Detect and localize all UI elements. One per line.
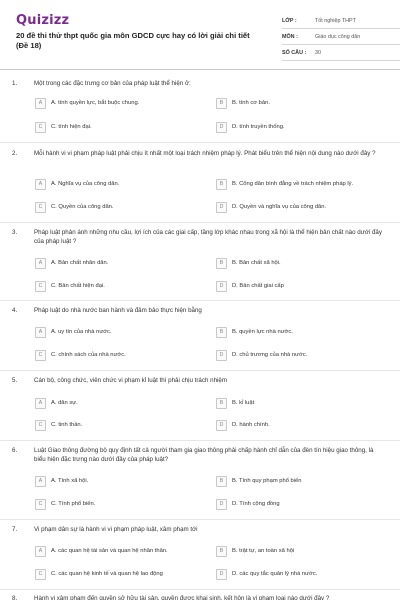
question-number: 3. <box>12 229 18 236</box>
option-letter-box: A <box>35 179 46 190</box>
option-letter-box: D <box>216 122 227 133</box>
option-a[interactable] <box>35 326 112 338</box>
option-text: A. Nghĩa vụ của công dân. <box>51 181 120 187</box>
option-text: C. chính sách của nhà nước. <box>51 352 126 358</box>
question-number: 2. <box>12 150 18 157</box>
option-letter-box: C <box>35 202 46 213</box>
option-letter-box: B <box>216 398 227 409</box>
option-d[interactable] <box>216 498 280 510</box>
option-a[interactable] <box>35 475 88 487</box>
question-divider <box>0 370 400 371</box>
option-text: B. Công dân bình đẳng về trách nhiệm pháp lý. <box>232 181 354 187</box>
meta-row-grade <box>282 13 400 29</box>
option-b[interactable] <box>216 326 293 338</box>
option-d[interactable] <box>216 280 284 292</box>
option-letter-box: A <box>35 476 46 487</box>
option-letter-box: B <box>216 258 227 269</box>
question-number: 8. <box>12 595 18 600</box>
question-number: 6. <box>12 447 18 454</box>
option-c[interactable] <box>35 419 82 431</box>
option-letter-box: C <box>35 281 46 292</box>
option-b[interactable] <box>216 397 254 409</box>
option-text: D. các quy tắc quản lý nhà nước. <box>232 571 318 577</box>
option-letter-box: D <box>216 350 227 361</box>
option-text: C. Quyền của công dân. <box>51 204 114 210</box>
option-text: A. dân sự. <box>51 400 78 406</box>
option-text: D. chủ trương của nhà nước. <box>232 352 308 358</box>
question-number: 4. <box>12 307 18 314</box>
question-divider <box>0 142 400 143</box>
meta-label: SỐ CÂU : <box>282 49 307 56</box>
option-c[interactable] <box>35 349 126 361</box>
meta-value: 30 <box>315 49 321 56</box>
question-text: Pháp luật phản ánh những nhu cầu, lợi ích của các giai cấp, tầng lớp khác nhau trong xã hội là thể hiện bản chất nào dưới đây của pháp luật ? <box>34 229 382 245</box>
option-text: A. các quan hệ tài sản và quan hệ nhân thân. <box>51 548 168 554</box>
option-letter-box: D <box>216 420 227 431</box>
quizizz-logo: Quizizz <box>16 13 70 28</box>
option-letter-box: B <box>216 98 227 109</box>
option-a[interactable] <box>35 545 168 557</box>
option-b[interactable] <box>216 257 281 269</box>
header-divider <box>0 69 400 70</box>
question-text: Cán bộ, công chức, viên chức vi phạm kỉ luật thì phải chịu trách nhiệm <box>34 377 227 384</box>
option-a[interactable] <box>35 257 108 269</box>
question-text: Pháp luật do nhà nước ban hành và đảm bảo thực hiện bằng <box>34 307 202 314</box>
option-text: C. Tính phổ biến. <box>51 501 96 507</box>
option-c[interactable] <box>35 201 114 213</box>
option-text: D. tính truyền thống. <box>232 124 285 130</box>
option-text: C. các quan hệ kinh tế và quan hệ lao động <box>51 571 163 577</box>
option-text: C. tính hiện đại. <box>51 124 92 130</box>
option-text: B. kỉ luật <box>232 400 255 406</box>
question-divider <box>0 222 400 223</box>
meta-row-subject <box>282 29 400 45</box>
question-number: 7. <box>12 526 18 533</box>
worksheet-header <box>16 13 386 63</box>
option-letter-box: C <box>35 420 46 431</box>
option-text: D. Tính cộng đồng <box>232 501 280 507</box>
option-b[interactable] <box>216 475 302 487</box>
option-c[interactable] <box>35 498 95 510</box>
option-letter-box: A <box>35 546 46 557</box>
question-divider <box>0 519 400 520</box>
option-letter-box: D <box>216 499 227 510</box>
option-c[interactable] <box>35 121 92 133</box>
meta-row-question-count <box>282 45 400 61</box>
option-letter-box: D <box>216 281 227 292</box>
option-text: C. Bản chất hiện đại. <box>51 283 105 289</box>
meta-label: MÔN : <box>282 33 298 40</box>
option-b[interactable] <box>216 178 353 190</box>
question-divider <box>0 589 400 590</box>
option-a[interactable] <box>35 178 119 190</box>
question-text: Luật Giao thông đường bộ quy định tất cả người tham gia giao thông phải chấp hành chỉ dẫn của đèn tín hiệu giao thông, là biểu hiện đặc trưng nào dưới đây của pháp luật? <box>34 447 374 463</box>
option-text: D. Quyền và nghĩa vụ của công dân. <box>232 204 327 210</box>
option-text: B. Bản chất xã hội. <box>232 260 281 266</box>
option-text: D. Bản chất giai cấp <box>232 283 284 289</box>
option-letter-box: B <box>216 327 227 338</box>
option-text: A. uy tín của nhà nước. <box>51 329 112 335</box>
option-letter-box: B <box>216 546 227 557</box>
option-letter-box: A <box>35 398 46 409</box>
option-letter-box: C <box>35 499 46 510</box>
option-text: A. tính quyền lực, bắt buộc chung. <box>51 100 140 106</box>
question-text: Hành vi xâm phạm đến quyền sở hữu tài sản, quyền được khai sinh, kết hôn là vi phạm loại nào dưới đây ? <box>34 595 330 600</box>
option-a[interactable] <box>35 397 78 409</box>
option-text: B. Tính quy phạm phổ biến <box>232 478 302 484</box>
question-number: 1. <box>12 80 18 87</box>
option-text: A. Bản chất nhân dân. <box>51 260 109 266</box>
option-a[interactable] <box>35 97 139 109</box>
option-text: B. quyền lực nhà nước. <box>232 329 293 335</box>
option-text: C. tinh thần. <box>51 422 83 428</box>
option-letter-box: C <box>35 122 46 133</box>
question-number: 5. <box>12 377 18 384</box>
option-text: B. tính cơ bản. <box>232 100 270 106</box>
option-letter-box: B <box>216 476 227 487</box>
option-d[interactable] <box>216 201 326 213</box>
option-letter-box: D <box>216 569 227 580</box>
meta-value: Giáo dục công dân <box>315 33 361 40</box>
option-d[interactable] <box>216 419 270 431</box>
option-letter-box: D <box>216 202 227 213</box>
option-b[interactable] <box>216 97 270 109</box>
option-d[interactable] <box>216 568 317 580</box>
option-d[interactable] <box>216 121 285 133</box>
worksheet-title: 20 đề thi thử thpt quốc gia môn GDCD cực hay có lời giải chi tiết (Đề 18) <box>16 31 250 50</box>
question-text: Vi phạm dân sự là hành vi vi phạm pháp luật, xâm phạm tới <box>34 526 198 533</box>
worksheet-meta <box>282 13 400 61</box>
option-text: D. hành chính. <box>232 422 270 428</box>
option-text: B. trật tự, an toàn xã hội <box>232 548 295 554</box>
option-letter-box: A <box>35 258 46 269</box>
option-c[interactable] <box>35 280 105 292</box>
meta-value: Tốt nghiệp THPT <box>315 17 356 24</box>
option-letter-box: C <box>35 569 46 580</box>
option-letter-box: C <box>35 350 46 361</box>
option-letter-box: B <box>216 179 227 190</box>
meta-label: LỚP : <box>282 17 297 24</box>
question-divider <box>0 300 400 301</box>
option-b[interactable] <box>216 545 294 557</box>
question-divider <box>0 440 400 441</box>
question-8 <box>12 595 390 600</box>
question-text: Một trong các đặc trưng cơ bản của pháp luật thể hiện ở: <box>34 80 191 87</box>
option-d[interactable] <box>216 349 307 361</box>
option-letter-box: A <box>35 98 46 109</box>
question-text: Mỗi hành vi vi phạm pháp luật phải chịu ít nhất một loại trách nhiệm pháp lý. Phát biểu trên thể hiện nội dung nào dưới đây ? <box>34 150 376 157</box>
option-c[interactable] <box>35 568 163 580</box>
option-letter-box: A <box>35 327 46 338</box>
option-text: A. Tính xã hội. <box>51 478 89 484</box>
